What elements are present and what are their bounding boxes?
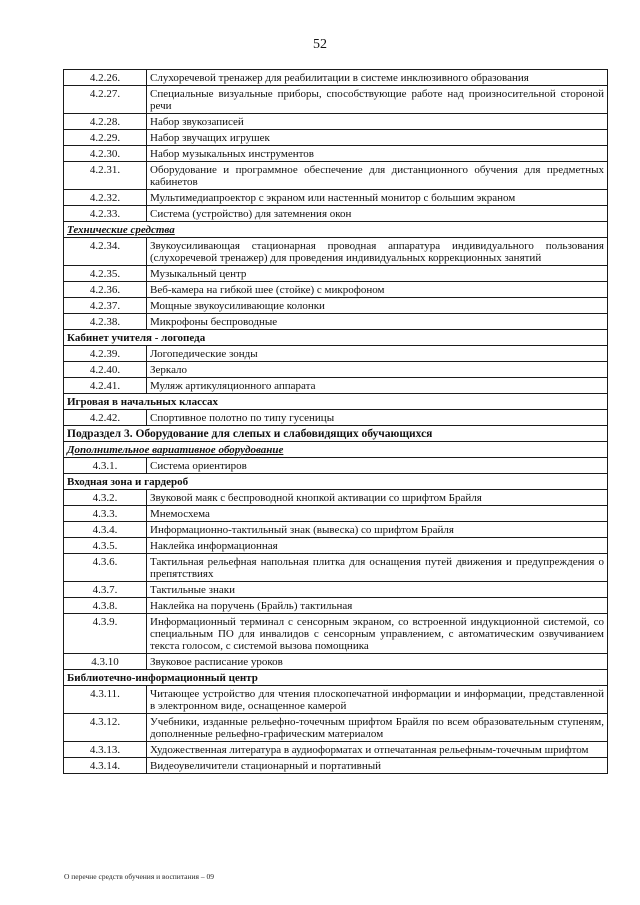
section-row [64, 670, 608, 686]
item-number: 4.3.11. [64, 686, 147, 714]
item-description: Звуковой маяк с беспроводной кнопкой активации со шрифтом Брайля [147, 490, 608, 506]
table-row [64, 362, 608, 378]
table-row [64, 582, 608, 598]
item-number: 4.3.9. [64, 614, 147, 654]
item-number: 4.3.13. [64, 742, 147, 758]
item-number: 4.3.5. [64, 538, 147, 554]
item-number: 4.3.14. [64, 758, 147, 774]
section-row [64, 442, 608, 458]
item-number: 4.3.4. [64, 522, 147, 538]
item-number: 4.3.1. [64, 458, 147, 474]
item-description: Слухоречевой тренажер для реабилитации в системе инклюзивного образования [147, 70, 608, 86]
item-description: Набор звучащих игрушек [147, 130, 608, 146]
section-row [64, 222, 608, 238]
item-number: 4.2.29. [64, 130, 147, 146]
equipment-table-body [64, 70, 608, 774]
item-number: 4.2.26. [64, 70, 147, 86]
table-row [64, 346, 608, 362]
item-description: Тактильная рельефная напольная плитка для оснащения путей движения и предупреждения о препятствиях [147, 554, 608, 582]
table-row [64, 298, 608, 314]
item-number: 4.2.28. [64, 114, 147, 130]
table-row [64, 686, 608, 714]
item-number: 4.2.33. [64, 206, 147, 222]
table-row [64, 714, 608, 742]
item-description: Набор музыкальных инструментов [147, 146, 608, 162]
section-heading: Технические средства [64, 222, 608, 238]
section-row [64, 474, 608, 490]
item-description: Система ориентиров [147, 458, 608, 474]
item-description: Спортивное полотно по типу гусеницы [147, 410, 608, 426]
item-description: Мультимедиапроектор с экраном или настенный монитор с большим экраном [147, 190, 608, 206]
page-number: 52 [313, 37, 327, 52]
table-row [64, 410, 608, 426]
table-row [64, 114, 608, 130]
item-description: Наклейка информационная [147, 538, 608, 554]
table-row [64, 282, 608, 298]
item-description: Читающее устройство для чтения плоскопечатной информации и информации, представленной в электронном виде, оснащенное камерой [147, 686, 608, 714]
table-row [64, 554, 608, 582]
item-description: Информационно-тактильный знак (вывеска) со шрифтом Брайля [147, 522, 608, 538]
table-row [64, 758, 608, 774]
table-row [64, 538, 608, 554]
item-number: 4.2.36. [64, 282, 147, 298]
item-description: Информационный терминал с сенсорным экраном, со встроенной индукционной системой, со специальным ПО для инвалидов с сенсорным управлением, с автоматическим озвучиванием текста голосом, с системой вызова помощника [147, 614, 608, 654]
item-number: 4.2.34. [64, 238, 147, 266]
item-number: 4.3.7. [64, 582, 147, 598]
item-number: 4.3.2. [64, 490, 147, 506]
section-heading: Библиотечно-информационный центр [64, 670, 608, 686]
section-heading: Входная зона и гардероб [64, 474, 608, 490]
item-number: 4.2.41. [64, 378, 147, 394]
item-number: 4.2.31. [64, 162, 147, 190]
item-number: 4.2.32. [64, 190, 147, 206]
table-row [64, 458, 608, 474]
item-number: 4.3.3. [64, 506, 147, 522]
item-number: 4.3.10 [64, 654, 147, 670]
item-number: 4.2.39. [64, 346, 147, 362]
item-description: Мнемосхема [147, 506, 608, 522]
item-description: Веб-камера на гибкой шее (стойке) с микрофоном [147, 282, 608, 298]
item-number: 4.2.27. [64, 86, 147, 114]
table-row [64, 70, 608, 86]
table-row [64, 130, 608, 146]
table-row [64, 522, 608, 538]
item-description: Музыкальный центр [147, 266, 608, 282]
table-row [64, 206, 608, 222]
item-number: 4.3.8. [64, 598, 147, 614]
item-number: 4.2.38. [64, 314, 147, 330]
item-description: Оборудование и программное обеспечение для дистанционного обучения для предметных кабинетов [147, 162, 608, 190]
item-number: 4.3.12. [64, 714, 147, 742]
table-row [64, 266, 608, 282]
table-row [64, 190, 608, 206]
section-heading: Кабинет учителя - логопеда [64, 330, 608, 346]
item-description: Учебники, изданные рельефно-точечным шрифтом Брайля по всем образовательным ступеням, дополненные рельефно-графическим материалом [147, 714, 608, 742]
table-row [64, 742, 608, 758]
section-row [64, 330, 608, 346]
table-row [64, 378, 608, 394]
table-row [64, 86, 608, 114]
item-description: Звуковое расписание уроков [147, 654, 608, 670]
item-description: Мощные звукоусиливающие колонки [147, 298, 608, 314]
item-description: Система (устройство) для затемнения окон [147, 206, 608, 222]
item-number: 4.2.35. [64, 266, 147, 282]
subsection-heading: Подраздел 3. Оборудование для слепых и слабовидящих обучающихся [64, 426, 608, 442]
section-row [64, 394, 608, 410]
table-row [64, 490, 608, 506]
table-row [64, 598, 608, 614]
subsection-row [64, 426, 608, 442]
item-number: 4.3.6. [64, 554, 147, 582]
item-description: Микрофоны беспроводные [147, 314, 608, 330]
item-description: Специальные визуальные приборы, способствующие работе над произносительной стороной речи [147, 86, 608, 114]
item-description: Звукоусиливающая стационарная проводная аппаратура индивидуального пользования (слухоречевой тренажер) для проведения индивидуальных коррекционных занятий [147, 238, 608, 266]
table-row [64, 146, 608, 162]
page-footer: О перечне средств обучения и воспитания – 09 [64, 872, 214, 881]
item-description: Видеоувеличители стационарный и портативный [147, 758, 608, 774]
item-number: 4.2.37. [64, 298, 147, 314]
table-row [64, 654, 608, 670]
item-number: 4.2.40. [64, 362, 147, 378]
table-row [64, 614, 608, 654]
table-row [64, 238, 608, 266]
item-description: Муляж артикуляционного аппарата [147, 378, 608, 394]
item-number: 4.2.42. [64, 410, 147, 426]
table-row [64, 314, 608, 330]
table-row [64, 506, 608, 522]
item-description: Тактильные знаки [147, 582, 608, 598]
section-heading: Игровая в начальных классах [64, 394, 608, 410]
table-row [64, 162, 608, 190]
item-description: Набор звукозаписей [147, 114, 608, 130]
item-description: Художественная литература в аудиоформатах и отпечатанная рельефным-точечным шрифтом [147, 742, 608, 758]
item-description: Логопедические зонды [147, 346, 608, 362]
section-heading: Дополнительное вариативное оборудование [64, 442, 608, 458]
item-description: Наклейка на поручень (Брайль) тактильная [147, 598, 608, 614]
item-number: 4.2.30. [64, 146, 147, 162]
item-description: Зеркало [147, 362, 608, 378]
equipment-table [63, 69, 608, 774]
